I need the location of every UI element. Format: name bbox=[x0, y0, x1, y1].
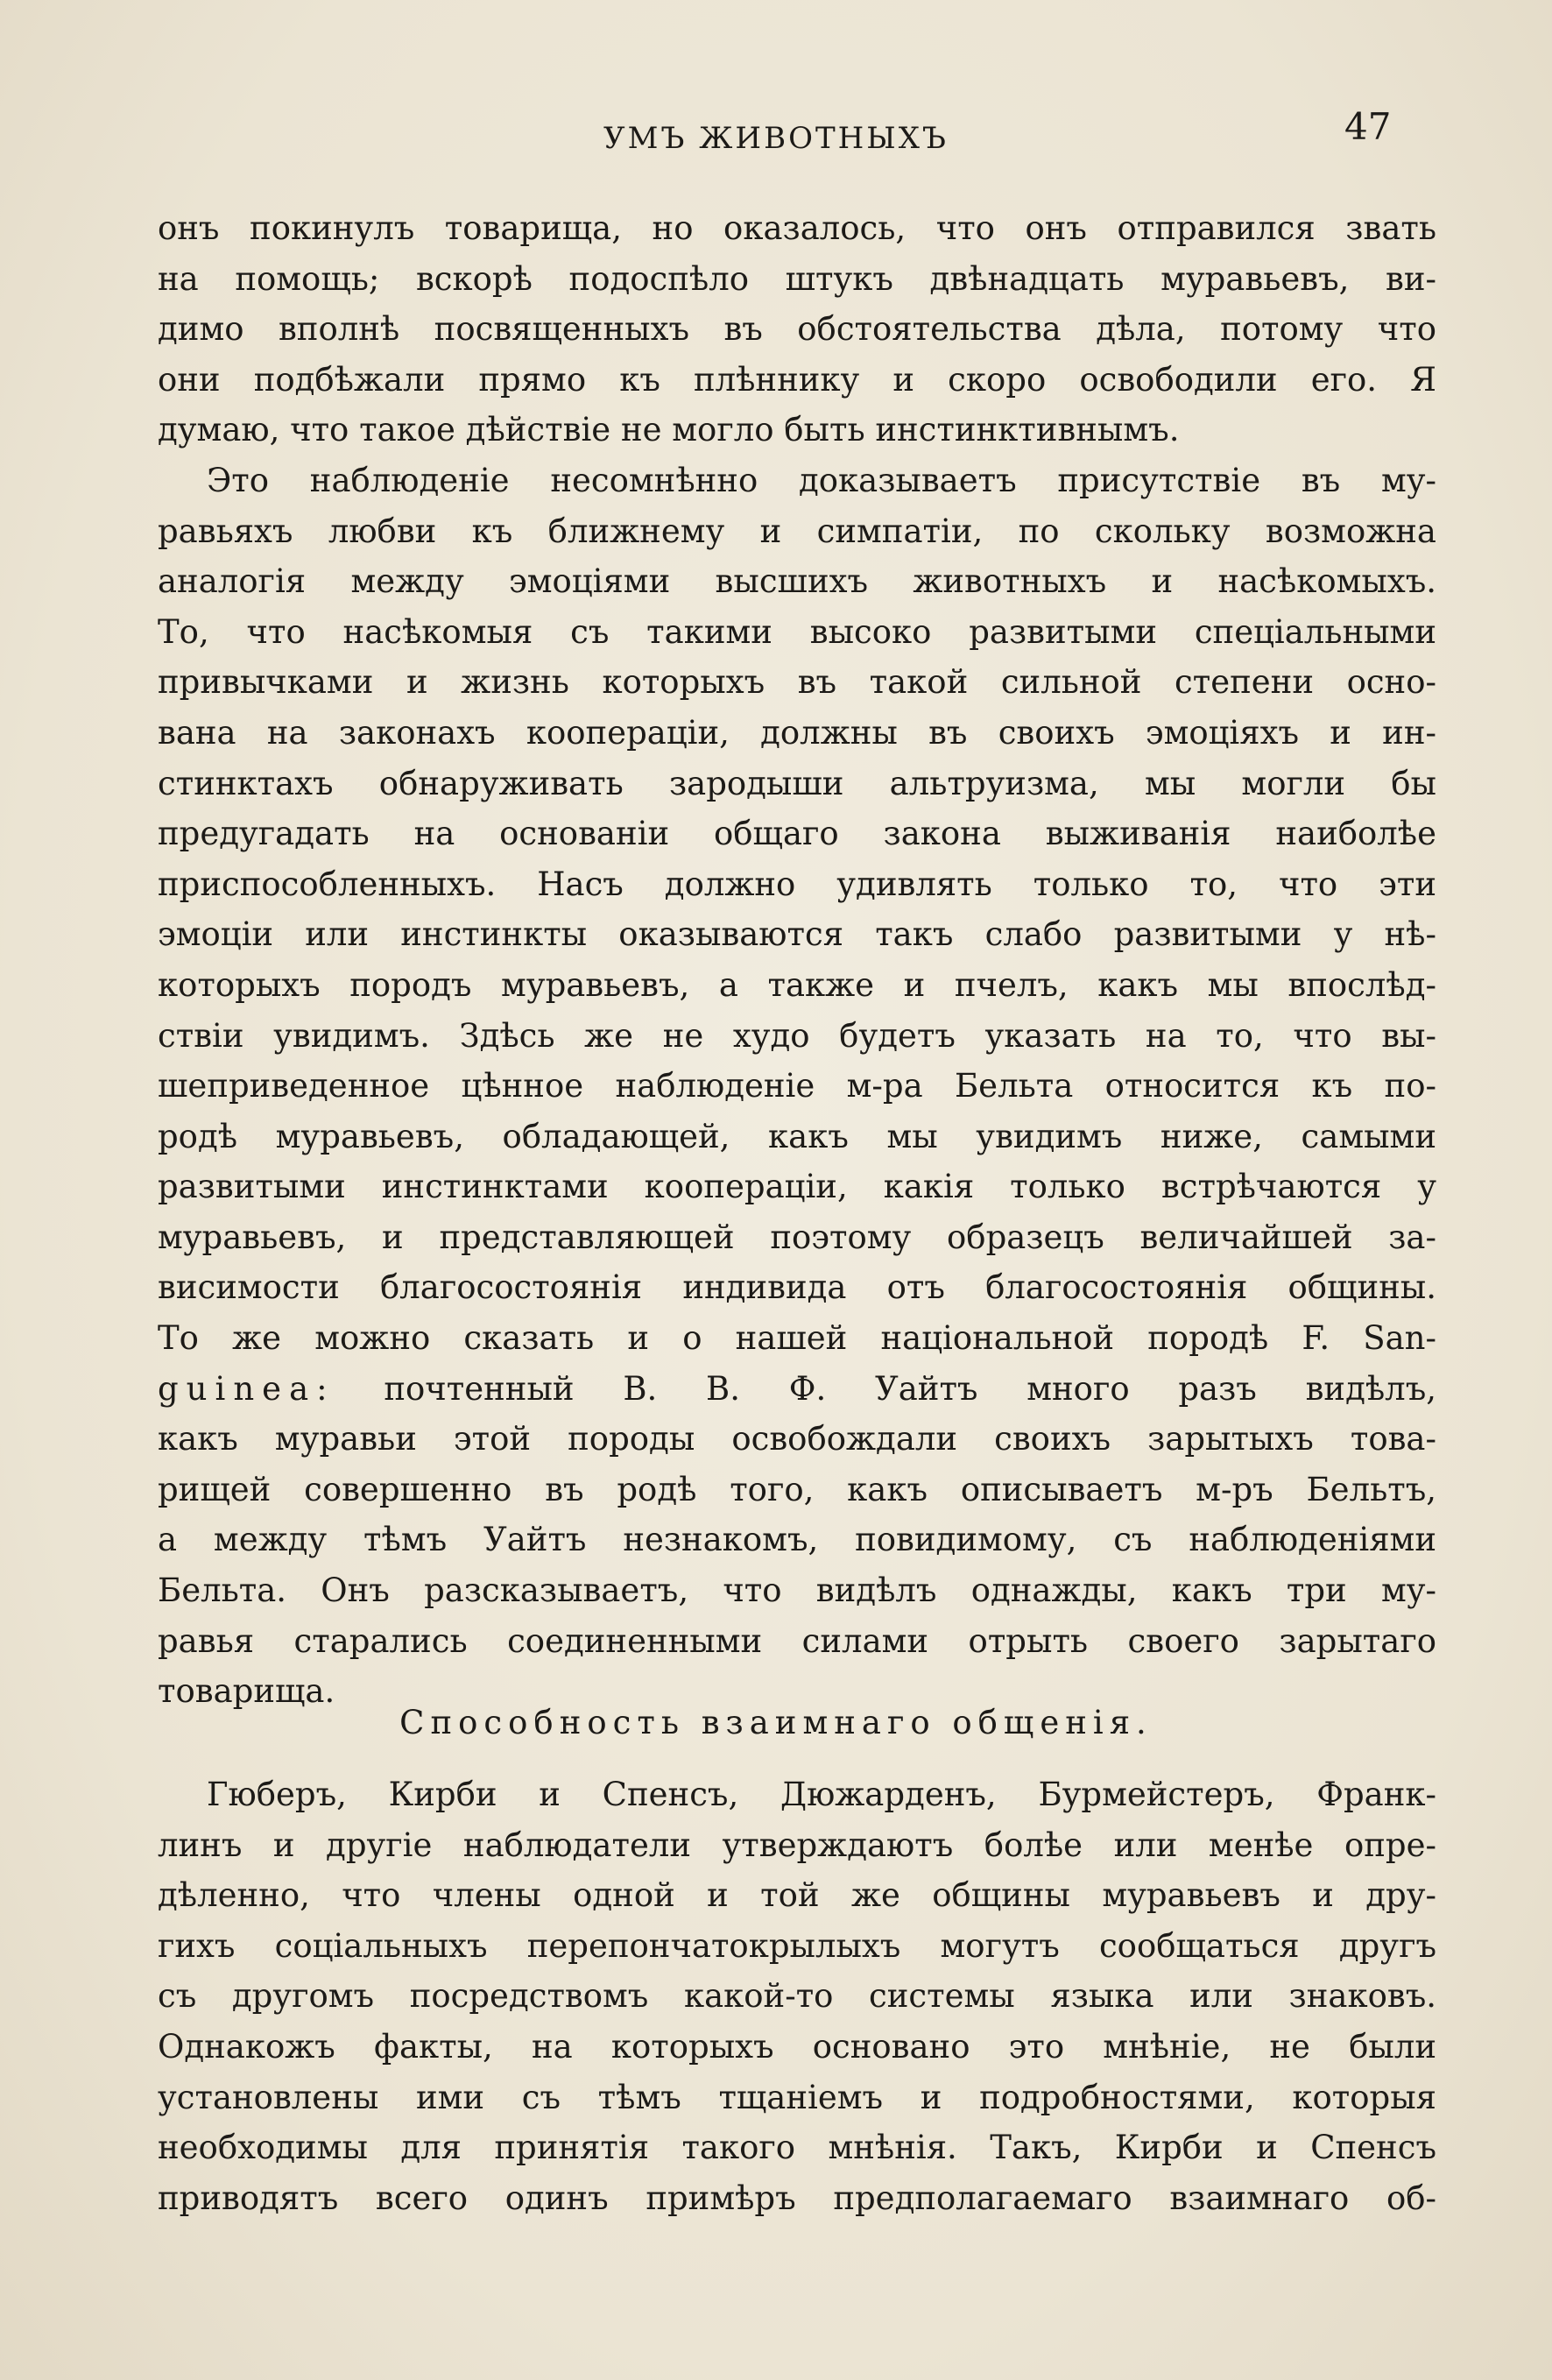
text-line: Это наблюденiе несомнѣнно доказываетъ присутствiе въ му- bbox=[207, 461, 1436, 499]
text-line: Однакожъ факты, на которыхъ основано это мнѣнiе, не были bbox=[158, 2027, 1436, 2066]
text-line: линъ и другiе наблюдатели утверждаютъ болѣе или менѣе опре- bbox=[158, 1826, 1436, 1864]
text-line: приспособленныхъ. Насъ должно удивлять только то, что эти bbox=[158, 865, 1436, 903]
species-name: guinea: bbox=[158, 1369, 335, 1408]
text-line: То, что насѣкомыя съ такими высоко развитыми спецiальными bbox=[158, 612, 1436, 651]
text-line: Гюберъ, Кирби и Спенсъ, Дюжарденъ, Бурмейстеръ, Франк- bbox=[207, 1776, 1436, 1813]
text-line: димо вполнѣ посвященныхъ въ обстоятельства дѣла, потому что bbox=[158, 310, 1436, 349]
text-line: дѣленно, что члены одной и той же общины муравьевъ и дру- bbox=[158, 1876, 1436, 1915]
text-line: эмоцiи или инстинкты оказываются такъ слабо развитыми у нѣ- bbox=[158, 915, 1436, 954]
text-line: какъ муравьи этой породы освобождали своихъ зарытыхъ това- bbox=[158, 1420, 1436, 1458]
text-line: вана на законахъ кооперацiи, должны въ своихъ эмоцiяхъ и ин- bbox=[158, 713, 1436, 752]
text-line: онъ покинулъ товарища, но оказалось, что онъ отправился звать bbox=[158, 209, 1436, 247]
text-line: необходимы для принятiя такого мнѣнiя. Такъ, Кирби и Спенсъ bbox=[158, 2129, 1436, 2167]
text-line: рищей совершенно въ родѣ того, какъ описываетъ м-ръ Бельтъ, bbox=[158, 1470, 1436, 1508]
text-line: думаю, что такое дѣйствiе не могло быть инстинктивнымъ. bbox=[158, 411, 1180, 449]
text-line: родѣ муравьевъ, обладающей, какъ мы увидимъ ниже, самыми bbox=[158, 1117, 1436, 1155]
text-line: висимости благосостоянiя индивида отъ благосостоянiя общины. bbox=[158, 1268, 1436, 1307]
text-line-species bbox=[158, 1364, 1436, 1415]
text-line: ствiи увидимъ. Здѣсь же не худо будетъ указать на то, что вы- bbox=[158, 1016, 1436, 1055]
text-line: установлены ими съ тѣмъ тщанiемъ и подробностями, которыя bbox=[158, 2078, 1436, 2116]
text-line: они подбѣжали прямо къ плѣннику и скоро освободили его. Я bbox=[158, 360, 1436, 399]
section-heading: Способность взаимнаго общенiя. bbox=[399, 1704, 1153, 1741]
running-title: УМЪ ЖИВОТНЫХЪ bbox=[603, 121, 949, 156]
text-line: гихъ соцiальныхъ перепончатокрылыхъ могутъ сообщаться другъ bbox=[158, 1926, 1436, 1965]
text-line: Бельта. Онъ разсказываетъ, что видѣлъ однажды, какъ три му- bbox=[158, 1571, 1436, 1610]
text-line: а между тѣмъ Уайтъ незнакомъ, повидимому, съ наблюденiями bbox=[158, 1521, 1436, 1559]
text-block-lower bbox=[158, 1769, 1436, 2223]
text-line: на помощь; вскорѣ подоспѣло штукъ двѣнадцать муравьевъ, ви- bbox=[158, 259, 1436, 298]
text-line: съ другомъ посредствомъ какой-то системы языка или знаковъ. bbox=[158, 1977, 1436, 2016]
page-number: 47 bbox=[1344, 105, 1392, 148]
text-line: равьяхъ любви къ ближнему и симпатiи, по скольку возможна bbox=[158, 512, 1436, 550]
text-line: шеприведенное цѣнное наблюденiе м-ра Бельта относится къ по- bbox=[158, 1067, 1436, 1105]
text-line: То же можно сказать и о нашей нацiональной породѣ F. San- bbox=[158, 1319, 1436, 1358]
text-line: стинктахъ обнаруживать зародыши альтруизма, мы могли бы bbox=[158, 764, 1436, 802]
text-line: муравьевъ, и представляющей поэтому образецъ величайшей за- bbox=[158, 1218, 1436, 1256]
text-line: равья старались соединенными силами отрыть своего зарытаго bbox=[158, 1621, 1436, 1660]
text-line: предугадать на основанiи общаго закона выживанiя наиболѣе bbox=[158, 815, 1436, 853]
text-line: развитыми инстинктами кооперацiи, какiя только встрѣчаются у bbox=[158, 1168, 1436, 1206]
text-block-upper bbox=[158, 203, 1436, 1717]
text-line: привычками и жизнь которыхъ въ такой сильной степени осно- bbox=[158, 663, 1436, 702]
text-line: которыхъ породъ муравьевъ, а также и пчелъ, какъ мы впослѣд- bbox=[158, 965, 1436, 1004]
text-line: аналогiя между эмоцiями высшихъ животныхъ и насѣкомыхъ. bbox=[158, 562, 1436, 601]
text-line: приводятъ всего одинъ примѣръ предполагаемаго взаимнаго об- bbox=[158, 2179, 1436, 2217]
text-segment: почтенный В. В. Ф. Уайтъ много разъ видѣлъ, bbox=[384, 1369, 1436, 1408]
text-line: товарища. bbox=[158, 1672, 335, 1711]
